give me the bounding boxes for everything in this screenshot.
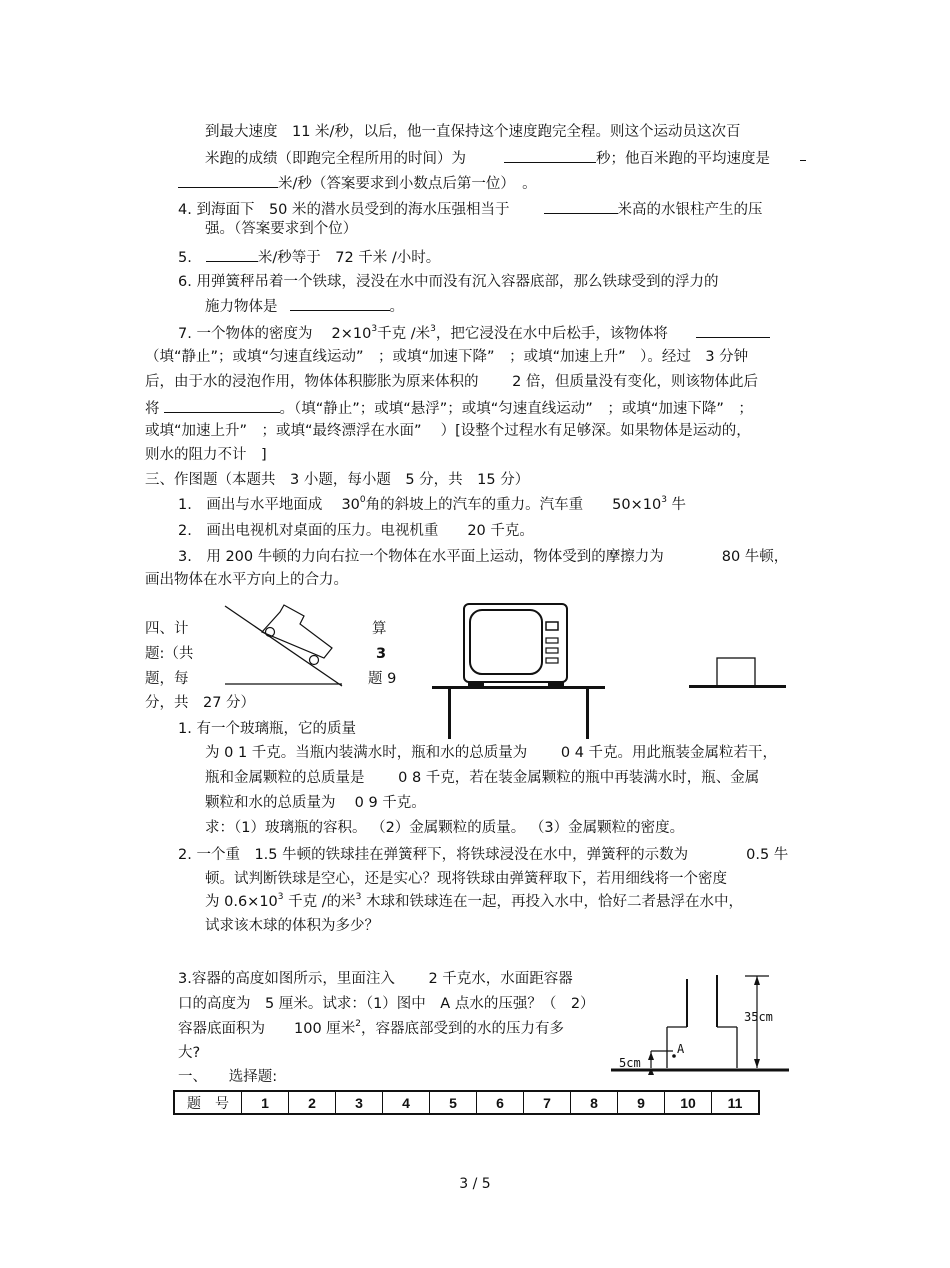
answer-col-9[interactable]: 9 bbox=[618, 1091, 665, 1114]
container-figure bbox=[605, 965, 795, 1083]
answer-col-10[interactable]: 10 bbox=[665, 1091, 712, 1114]
section-4-heading-d: 3 bbox=[376, 646, 387, 662]
answer-col-4[interactable]: 4 bbox=[383, 1091, 430, 1114]
draw-q1-sup2: 3 bbox=[661, 495, 667, 505]
calc-q3-line-2: 口的高度为 5 厘米。试求：（1）图中 A 点水的压强？（ 2） bbox=[178, 996, 595, 1012]
q7-text-line-5: 或填“加速上升” ；或填“最终漂浮在水面” ）[设整个过程水有足够深。如果物体是运动的， bbox=[145, 423, 751, 439]
calc-q2-c1: 为 0.6×10 bbox=[205, 894, 278, 910]
q7-text-line-4 bbox=[145, 397, 753, 419]
calc-q2-line-1: 2. 一个重 1.5 牛顿的铁球挂在弹簧秤下，将铁球浸没在水中，弹簧秤的示数为 0.5 牛 bbox=[178, 847, 789, 863]
slope-car-figure bbox=[220, 600, 350, 690]
q7-blank-1[interactable] bbox=[696, 322, 770, 338]
answer-col-11[interactable]: 11 bbox=[712, 1091, 760, 1114]
q7-text-line-1 bbox=[178, 322, 770, 344]
q6-text-line-2 bbox=[205, 295, 404, 317]
q4-text-b: 米高的水银柱产生的压 bbox=[617, 202, 763, 218]
section-4-heading-b: 算 bbox=[372, 621, 387, 637]
q3-line2-text-b: 秒；他百米跑的平均速度是 bbox=[596, 151, 770, 167]
q5-text-b: 米/秒等于 72 千米 /小时。 bbox=[257, 250, 441, 266]
section-3-heading: 三、作图题（本题共 3 小题，每小题 5 分，共 15 分） bbox=[145, 472, 530, 488]
calc-q3-line-3 bbox=[178, 1019, 564, 1039]
draw-q1-b: 角的斜坡上的汽车的重力。汽车重 50×10 bbox=[365, 497, 662, 513]
q7-text-c: ，把它浸没在水中后松手，该物体将 bbox=[435, 326, 668, 342]
q7-text-line-3: 后，由于水的浸泡作用，物体体积膨胀为原来体积的 2 倍，但质量没有变化，则该物体此后 bbox=[145, 374, 758, 390]
calc-q1-line-3: 瓶和金属颗粒的总质量是 0 8 千克，若在装金属颗粒的瓶中再装满水时，瓶、金属 bbox=[205, 770, 760, 786]
dim-35cm-label: 35cm bbox=[744, 1010, 773, 1024]
calc-q2-line-2: 顿。试判断铁球是空心，还是实心？现将铁球由弹簧秤取下，若用细线将一个密度 bbox=[205, 871, 727, 887]
q4-text-a: 4. 到海面下 50 米的潜水员受到的海水压强相当于 bbox=[178, 202, 510, 218]
answer-col-5[interactable]: 5 bbox=[430, 1091, 477, 1114]
calc-q2-line-4: 试求该木球的体积为多少？ bbox=[205, 918, 379, 934]
calc-q2-sup: 3 bbox=[277, 892, 284, 902]
q3-line3-text: 米/秒（答案要求到小数点后第一位） 。 bbox=[278, 176, 537, 192]
q7-text-b: 千克 /米 bbox=[377, 326, 431, 342]
section-1-heading: 一、 选择题: bbox=[178, 1069, 278, 1085]
q3-blank-time[interactable] bbox=[504, 147, 596, 163]
answer-col-7[interactable]: 7 bbox=[524, 1091, 571, 1114]
answer-table bbox=[173, 1090, 760, 1115]
q3-text-line-2 bbox=[205, 147, 770, 169]
q7-text-d: 将 bbox=[145, 401, 160, 417]
q5-blank[interactable] bbox=[206, 246, 258, 262]
page-number: 3 / 5 bbox=[459, 1176, 491, 1192]
q7-blank-2[interactable] bbox=[164, 397, 280, 413]
answer-table-row bbox=[174, 1091, 759, 1114]
answer-table-header: 题 号 bbox=[174, 1091, 242, 1114]
q4-text-line-1 bbox=[178, 198, 763, 220]
q7-text-a: 7. 一个物体的密度为 2×10 bbox=[178, 326, 372, 342]
calc-q2-c3: 木球和铁球连在一起，再投入水中，恰好二者悬浮在水中， bbox=[361, 894, 743, 910]
q3-line2-text: 米跑的成绩（即跑完全程所用的时间）为 bbox=[205, 151, 466, 167]
q3-blank-tail bbox=[800, 145, 806, 161]
calc-q3-sup: 2 bbox=[355, 1019, 362, 1029]
draw-q1-sup: 0 bbox=[359, 495, 366, 505]
q7-text-e: 。（填“静止”；或填“悬浮”；或填“匀速直线运动” ；或填“加速下降” ； bbox=[279, 401, 753, 417]
answer-col-2[interactable]: 2 bbox=[289, 1091, 336, 1114]
calc-q2-line-3 bbox=[205, 892, 743, 912]
q7-text-line-2: （填“静止”；或填“匀速直线运动” ；或填“加速下降” ；或填“加速上升” ）。经过 3 分钟 bbox=[145, 349, 749, 365]
calc-q1-line-1: 1. 有一个玻璃瓶，它的质量 bbox=[178, 721, 356, 737]
q3-blank-speed[interactable] bbox=[178, 172, 278, 188]
calc-q1-line-5: 求：（1）玻璃瓶的容积。 （2）金属颗粒的质量。 （3）金属颗粒的密度。 bbox=[205, 820, 685, 836]
q7-sup-a: 3 bbox=[371, 324, 378, 334]
q3-text-line-3 bbox=[178, 172, 537, 194]
calc-q3-line-4: 大? bbox=[178, 1045, 201, 1061]
section-4-heading-a: 四、计 bbox=[145, 621, 189, 637]
q5-number: 5. bbox=[178, 250, 192, 266]
answer-col-6[interactable]: 6 bbox=[477, 1091, 524, 1114]
answer-col-8[interactable]: 8 bbox=[571, 1091, 618, 1114]
section-4-heading-f: 题 9 bbox=[368, 671, 397, 687]
section-4-heading-g: 分，共 27 分） bbox=[145, 695, 256, 711]
calc-q2-c2: 千克 /的米 bbox=[283, 894, 356, 910]
draw-q1-text bbox=[178, 495, 686, 515]
calc-q1-line-4: 颗粒和水的总质量为 0 9 千克。 bbox=[205, 795, 426, 811]
draw-q1-a: 1. 画出与水平地面成 30 bbox=[178, 497, 360, 513]
dim-5cm-label: 5cm bbox=[619, 1056, 641, 1070]
section-4-heading-c: 题:（共 bbox=[145, 646, 194, 662]
q6-text-b: 施力物体是 bbox=[205, 299, 278, 315]
draw-q3-text-line-1: 3. 用 200 牛顿的力向右拉一个物体在水平面上运动，物体受到的摩擦力为 80 牛顿， bbox=[178, 549, 789, 565]
draw-q3-text-line-2: 画出物体在水平方向上的合力。 bbox=[145, 572, 348, 588]
q6-text-line-1: 6. 用弹簧秤吊着一个铁球，浸没在水中而没有沉入容器底部，那么铁球受到的浮力的 bbox=[178, 274, 719, 290]
tv-on-table-figure bbox=[430, 602, 610, 742]
calc-q3-c2: ，容器底部受到的水的压力有多 bbox=[361, 1021, 565, 1037]
q6-blank[interactable] bbox=[290, 295, 390, 311]
q4-text-line-2: 强。（答案要求到个位） bbox=[205, 221, 358, 237]
section-4-heading-e: 题，每 bbox=[145, 671, 189, 687]
calc-q1-line-2: 为 0 1 千克。当瓶内装满水时，瓶和水的总质量为 0 4 千克。用此瓶装金属粒若干， bbox=[205, 745, 778, 761]
q7-text-line-6: 则水的阻力不计 ] bbox=[145, 447, 267, 463]
calc-q3-line-1: 3.容器的高度如图所示，里面注入 2 千克水，水面距容器 bbox=[178, 971, 573, 987]
calc-q2-sup2: 3 bbox=[355, 892, 362, 902]
answer-col-3[interactable]: 3 bbox=[336, 1091, 383, 1114]
q4-blank[interactable] bbox=[544, 198, 618, 214]
block-on-ground-figure bbox=[688, 655, 788, 695]
answer-col-1[interactable]: 1 bbox=[242, 1091, 289, 1114]
q6-text-c: 。 bbox=[389, 299, 404, 315]
draw-q1-c: 牛 bbox=[666, 497, 687, 513]
q5-text bbox=[178, 246, 440, 268]
calc-q3-c1: 容器底面积为 100 厘米 bbox=[178, 1021, 356, 1037]
point-a-label: A bbox=[677, 1042, 685, 1056]
draw-q2-text: 2. 画出电视机对桌面的压力。电视机重 20 千克。 bbox=[178, 523, 534, 539]
q7-sup-b: 3 bbox=[430, 324, 436, 334]
q3-text-line-1: 到最大速度 11 米/秒，以后，他一直保持这个速度跑完全程。则这个运动员这次百 bbox=[205, 124, 741, 140]
